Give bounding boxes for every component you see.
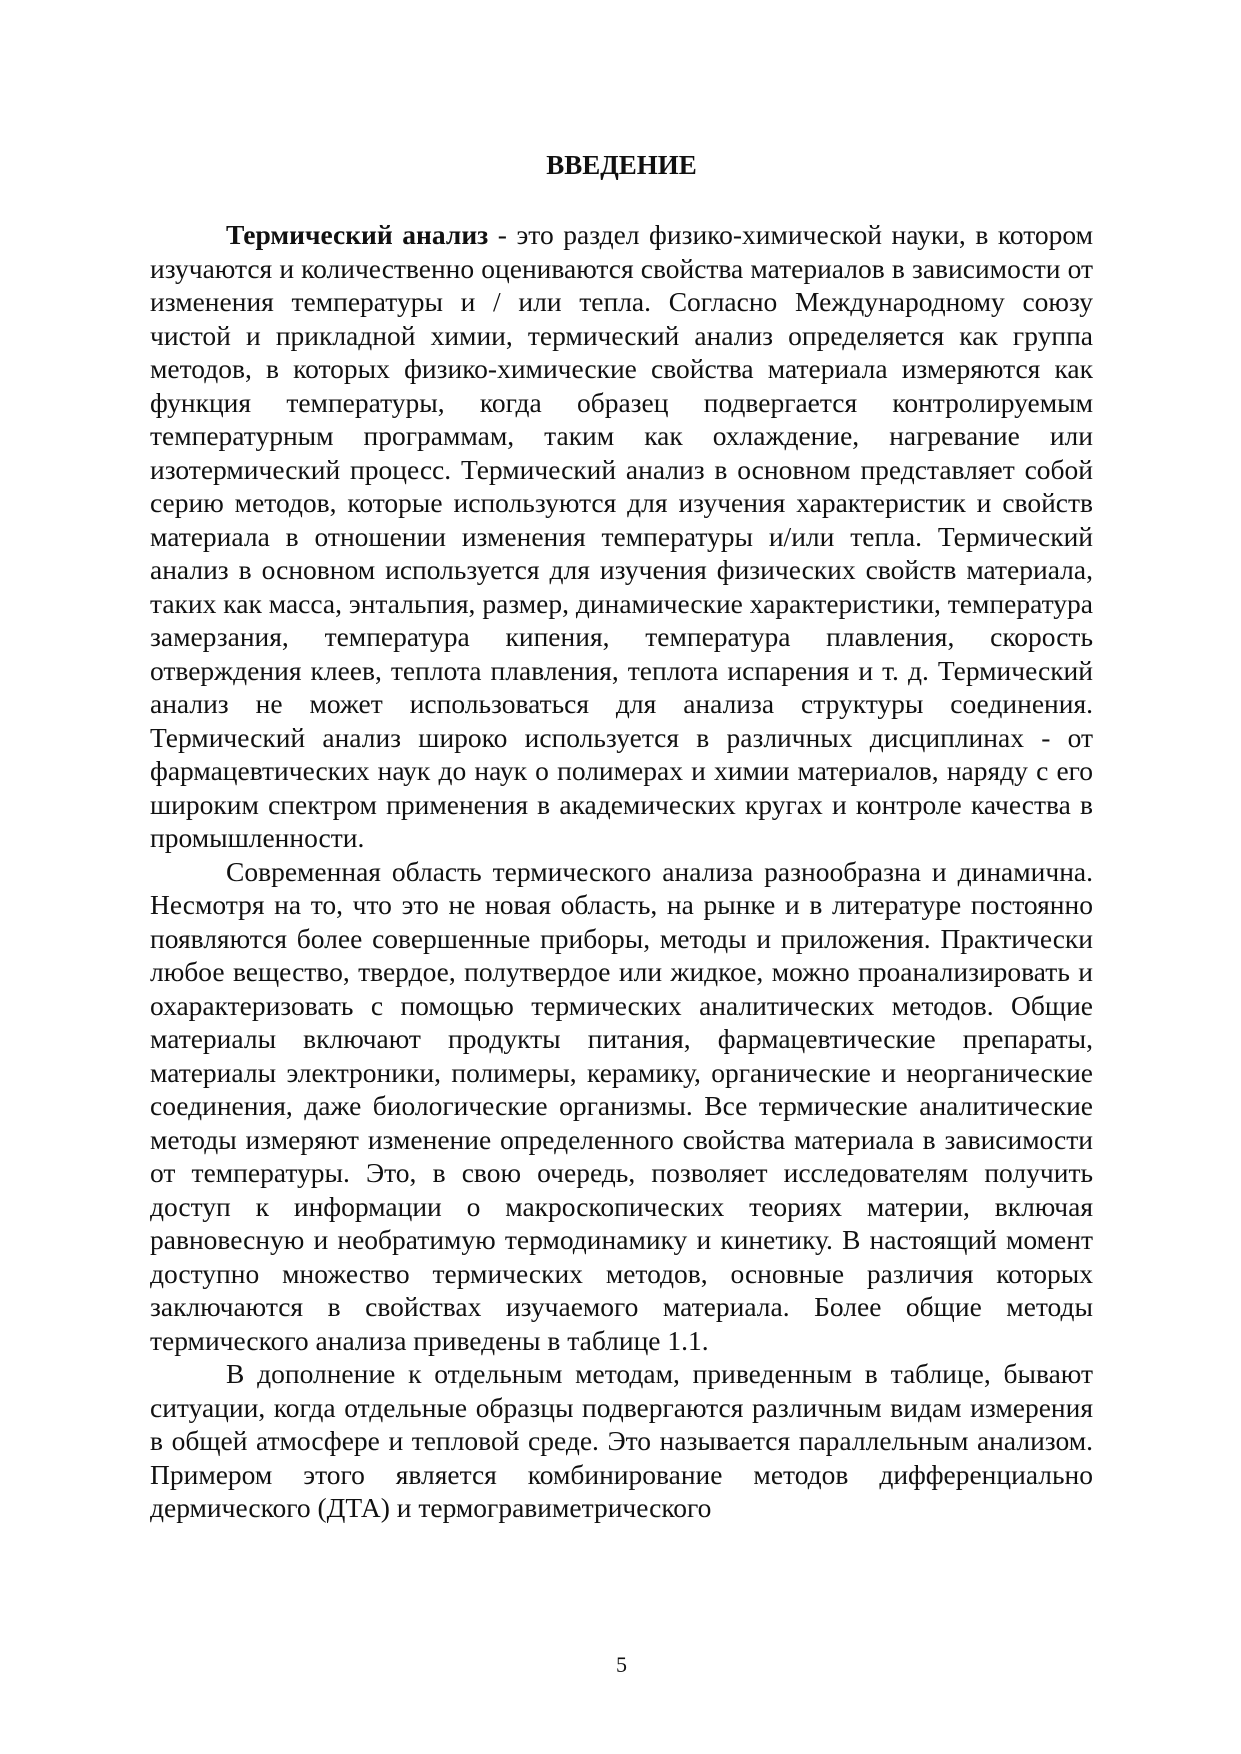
paragraph-2: Современная область термического анализа разнообразна и динамична. Несмотря на то, что это не новая область, на рынке и в литературе постоянно появляются более совершенные приборы, методы и приложения. Практически любое вещество, твердое, полутвердое или жидкое, можно проанализировать и охарактеризовать с помощью термических аналитических методов. Общие материалы включают продукты питания, фармацевтические препараты, материалы электроники, полимеры, керамику, органические и неорганические соединения, даже биологические организмы. Все термические аналитические методы измеряют изменение определенного свойства материала в зависимости от температуры. Это, в свою очередь, позволяет исследователям получить доступ к информации о макроскопических теориях материи, включая равновесную и необратимую термодинамику и кинетику. В настоящий момент доступно множество термических методов, основные различия которых заключаются в свойствах изучаемого материала. Более общие методы термического анализа приведены в таблице 1.1. — [150, 855, 1093, 1356]
term-bold: Термический анализ — [226, 219, 489, 250]
paragraph-1 — [150, 218, 1093, 855]
body-text — [150, 218, 1093, 1525]
page-number: 5 — [616, 1652, 627, 1677]
paragraph-1-text: - это раздел физико-химической науки, в котором изучаются и количественно оцениваются свойства материалов в зависимости от изменения температуры и / или тепла. Согласно Международному союзу чистой и прикладной химии, термический анализ определяется как группа методов, в которых физико-химические свойства материала измеряются как функция температуры, когда образец подвергается контролируемым температурным программам, таким как охлаждение, нагревание или изотермический процесс. Термический анализ в основном представляет собой серию методов, которые используются для изучения характеристик и свойств материала в отношении изменения температуры и/или тепла. Термический анализ в основном используется для изучения физических свойств материала, таких как масса, энтальпия, размер, динамические характеристики, температура замерзания, температура кипения, температура плавления, скорость отверждения клеев, теплота плавления, теплота испарения и т. д. Термический анализ не может использоваться для анализа структуры соединения. Термический анализ широко используется в различных дисциплинах - от фармацевтических наук до наук о полимерах и химии материалов, наряду с его широким спектром применения в академических кругах и контроле качества в промышленности. — [150, 219, 1094, 853]
paragraph-3: В дополнение к отдельным методам, приведенным в таблице, бывают ситуации, когда отдельные образцы подвергаются различным видам измерения в общей атмосфере и тепловой среде. Это называется параллельным анализом. Примером этого является комбинирование методов дифференциально дермического (ДТА) и термогравиметрического — [150, 1358, 1093, 1523]
section-heading: ВВЕДЕНИЕ — [546, 150, 697, 180]
